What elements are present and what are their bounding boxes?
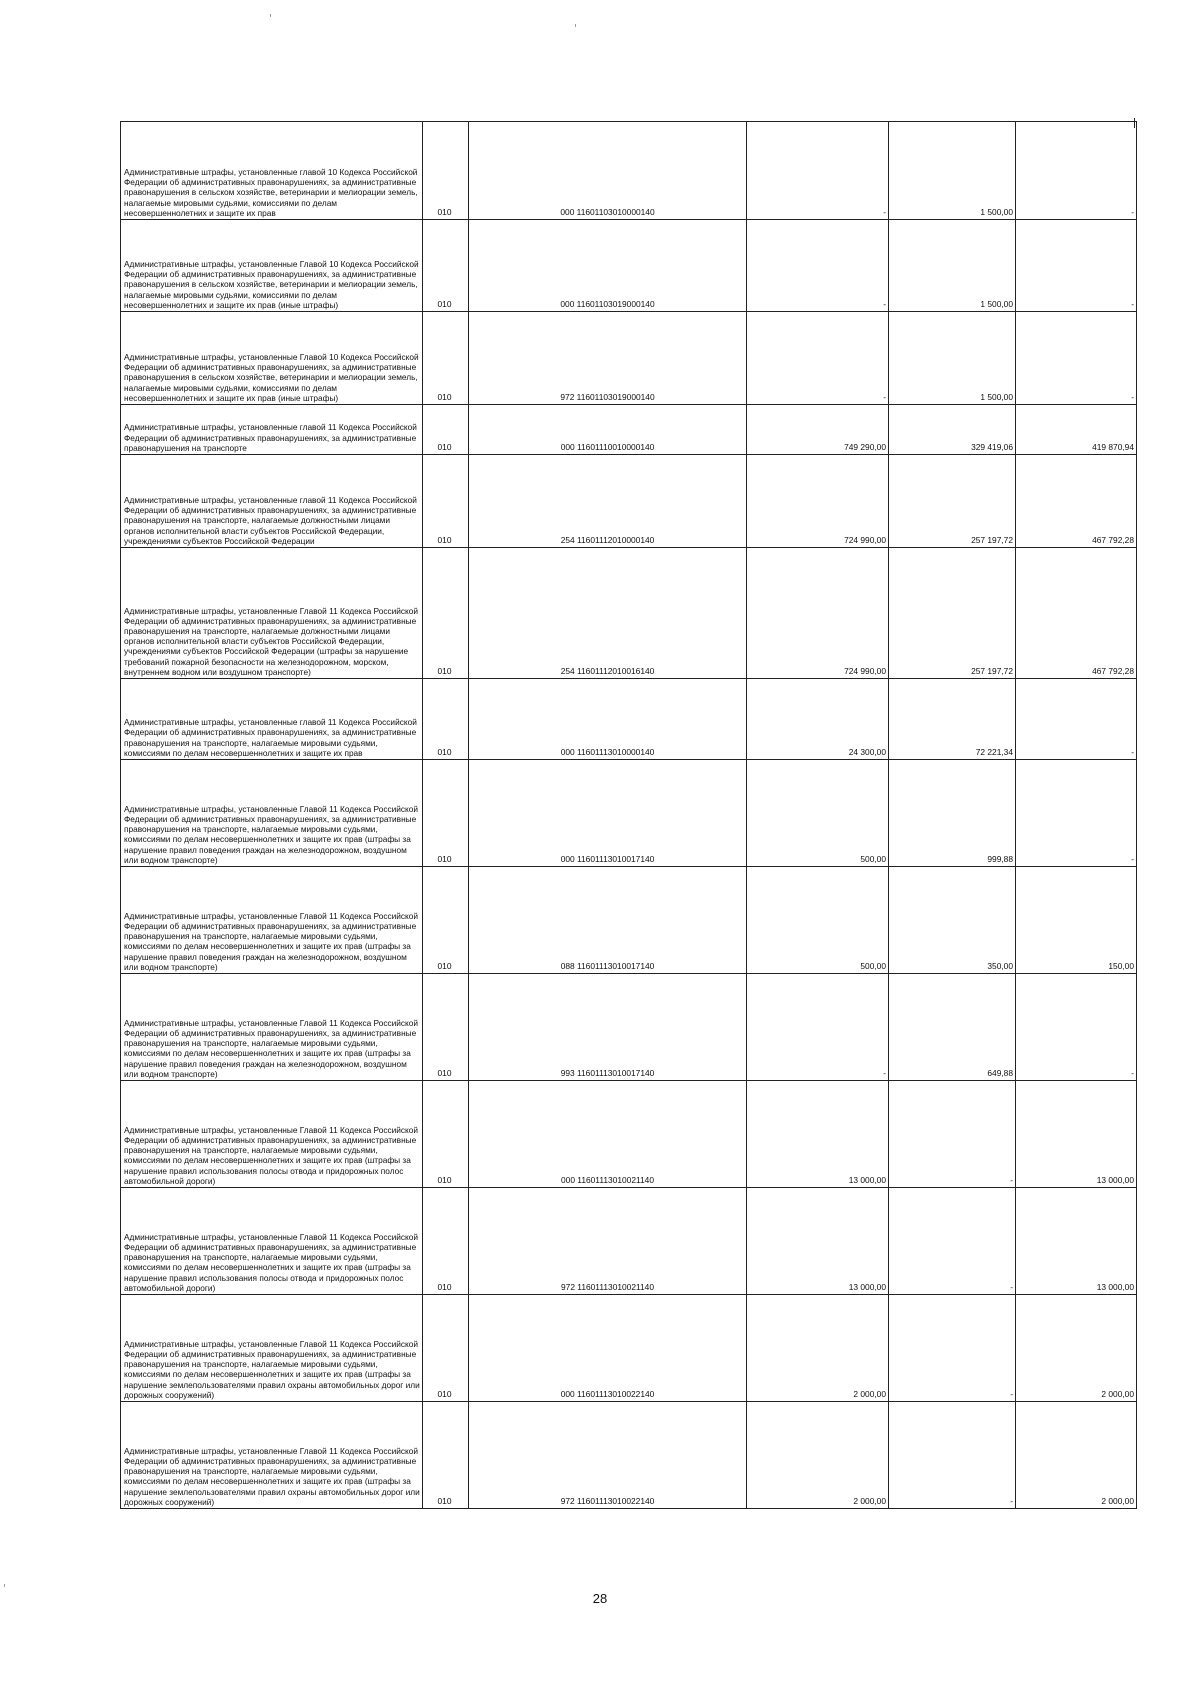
row-budget-code: 000 11601113010017140 — [469, 760, 747, 867]
row-approved-amount: 2 000,00 — [747, 1295, 889, 1402]
row-unexecuted-amount: - — [1016, 220, 1137, 312]
row-budget-code: 000 11601113010022140 — [469, 1295, 747, 1402]
row-line-code: 010 — [423, 1188, 469, 1295]
row-line-code: 010 — [423, 679, 469, 760]
table-row — [121, 122, 1137, 220]
table-row — [121, 312, 1137, 405]
row-line-code: 010 — [423, 974, 469, 1081]
row-unexecuted-amount: 13 000,00 — [1016, 1188, 1137, 1295]
row-budget-code: 000 11601113010000140 — [469, 679, 747, 760]
row-approved-amount: 500,00 — [747, 867, 889, 974]
row-approved-amount: 724 990,00 — [747, 548, 889, 679]
row-unexecuted-amount: - — [1016, 760, 1137, 867]
table-row — [121, 220, 1137, 312]
table-row — [121, 760, 1137, 867]
row-unexecuted-amount: - — [1016, 312, 1137, 405]
row-description: Административные штрафы, установленные главой 11 Кодекса Российской Федерации об административных правонарушениях, за административные правонарушения на транспорте, налагаемые мировыми судьями, комиссиями по делам несовершеннолетних и защите их прав — [121, 679, 423, 760]
row-approved-amount: 2 000,00 — [747, 1402, 889, 1509]
row-budget-code: 972 11601113010021140 — [469, 1188, 747, 1295]
row-description: Административные штрафы, установленные Главой 10 Кодекса Российской Федерации об административных правонарушениях, за административные правонарушения в сельском хозяйстве, ветеринарии и мелиорации земель, налагаемые мировыми судьями, комиссиями по делам несовершеннолетних и защите их прав (иные штрафы) — [121, 220, 423, 312]
table-row — [121, 1402, 1137, 1509]
row-description: Административные штрафы, установленные Главой 11 Кодекса Российской Федерации об административных правонарушениях, за административные правонарушения на транспорте, налагаемые мировыми судьями, комиссиями по делам несовершеннолетних и защите их прав (штрафы за нарушение землепользователями правил охраны автомобильных дорог или дорожных сооружений) — [121, 1402, 423, 1509]
row-budget-code: 972 11601103019000140 — [469, 312, 747, 405]
row-unexecuted-amount: - — [1016, 974, 1137, 1081]
row-executed-amount: - — [889, 1295, 1016, 1402]
row-line-code: 010 — [423, 455, 469, 548]
table-row — [121, 1295, 1137, 1402]
table-row — [121, 1188, 1137, 1295]
row-unexecuted-amount: 13 000,00 — [1016, 1081, 1137, 1188]
row-approved-amount: - — [747, 122, 889, 220]
row-approved-amount: - — [747, 220, 889, 312]
table-row — [121, 867, 1137, 974]
row-approved-amount: 24 300,00 — [747, 679, 889, 760]
table-row — [121, 1081, 1137, 1188]
row-approved-amount: - — [747, 312, 889, 405]
row-executed-amount: - — [889, 1402, 1016, 1509]
row-executed-amount: - — [889, 1081, 1016, 1188]
row-description: Административные штрафы, установленные Главой 10 Кодекса Российской Федерации об административных правонарушениях, за административные правонарушения в сельском хозяйстве, ветеринарии и мелиорации земель, налагаемые мировыми судьями, комиссиями по делам несовершеннолетних и защите их прав (иные штрафы) — [121, 312, 423, 405]
row-unexecuted-amount: - — [1016, 679, 1137, 760]
row-line-code: 010 — [423, 548, 469, 679]
row-unexecuted-amount: 467 792,28 — [1016, 455, 1137, 548]
row-approved-amount: - — [747, 974, 889, 1081]
scan-speck — [575, 24, 576, 27]
row-budget-code: 088 11601113010017140 — [469, 867, 747, 974]
row-approved-amount: 724 990,00 — [747, 455, 889, 548]
row-budget-code: 972 11601113010022140 — [469, 1402, 747, 1509]
row-line-code: 010 — [423, 220, 469, 312]
row-executed-amount: 1 500,00 — [889, 312, 1016, 405]
row-approved-amount: 500,00 — [747, 760, 889, 867]
table-row — [121, 974, 1137, 1081]
scan-speck — [4, 1584, 5, 1587]
row-executed-amount: 257 197,72 — [889, 455, 1016, 548]
row-budget-code: 993 11601113010017140 — [469, 974, 747, 1081]
row-unexecuted-amount: 2 000,00 — [1016, 1402, 1137, 1509]
row-line-code: 010 — [423, 405, 469, 455]
row-description: Административные штрафы, установленные главой 11 Кодекса Российской Федерации об административных правонарушениях, за административные правонарушения на транспорте, налагаемые должностными лицами органов исполнительной власти субъектов Российской Федерации, учреждениями субъектов Российской Федерации — [121, 455, 423, 548]
row-executed-amount: 350,00 — [889, 867, 1016, 974]
row-description: Административные штрафы, установленные Главой 11 Кодекса Российской Федерации об административных правонарушениях, за административные правонарушения на транспорте, налагаемые мировыми судьями, комиссиями по делам несовершеннолетних и защите их прав (штрафы за нарушение правил использования полосы отвода и придорожных полос автомобильной дороги) — [121, 1188, 423, 1295]
row-approved-amount: 13 000,00 — [747, 1188, 889, 1295]
table-row — [121, 405, 1137, 455]
row-unexecuted-amount: - — [1016, 122, 1137, 220]
row-description: Административные штрафы, установленные Главой 11 Кодекса Российской Федерации об административных правонарушениях, за административные правонарушения на транспорте, налагаемые мировыми судьями, комиссиями по делам несовершеннолетних и защите их прав (штрафы за нарушение землепользователями правил охраны автомобильных дорог или дорожных сооружений) — [121, 1295, 423, 1402]
row-description: Административные штрафы, установленные Главой 11 Кодекса Российской Федерации об административных правонарушениях, за административные правонарушения на транспорте, налагаемые мировыми судьями, комиссиями по делам несовершеннолетних и защите их прав (штрафы за нарушение правил поведения граждан на железнодорожном, воздушном или водном транспорте) — [121, 760, 423, 867]
row-unexecuted-amount: 467 792,28 — [1016, 548, 1137, 679]
row-unexecuted-amount: 150,00 — [1016, 867, 1137, 974]
row-unexecuted-amount: 419 870,94 — [1016, 405, 1137, 455]
row-description: Административные штрафы, установленные главой 10 Кодекса Российской Федерации об административных правонарушениях, за административные правонарушения в сельском хозяйстве, ветеринарии и мелиорации земель, налагаемые мировыми судьями, комиссиями по делам несовершеннолетних и защите их прав — [121, 122, 423, 220]
row-executed-amount: 1 500,00 — [889, 220, 1016, 312]
row-approved-amount: 749 290,00 — [747, 405, 889, 455]
row-line-code: 010 — [423, 122, 469, 220]
row-budget-code: 000 11601113010021140 — [469, 1081, 747, 1188]
row-executed-amount: 999,88 — [889, 760, 1016, 867]
table-row — [121, 679, 1137, 760]
row-line-code: 010 — [423, 312, 469, 405]
row-executed-amount: 72 221,34 — [889, 679, 1016, 760]
row-line-code: 010 — [423, 1402, 469, 1509]
row-description: Административные штрафы, установленные Главой 11 Кодекса Российской Федерации об административных правонарушениях, за административные правонарушения на транспорте, налагаемые мировыми судьями, комиссиями по делам несовершеннолетних и защите их прав (штрафы за нарушение правил использования полосы отвода и придорожных полос автомобильной дороги) — [121, 1081, 423, 1188]
row-line-code: 010 — [423, 1295, 469, 1402]
row-description: Административные штрафы, установленные Главой 11 Кодекса Российской Федерации об административных правонарушениях, за административные правонарушения на транспорте, налагаемые мировыми судьями, комиссиями по делам несовершеннолетних и защите их прав (штрафы за нарушение правил поведения граждан на железнодорожном, воздушном или водном транспорте) — [121, 974, 423, 1081]
row-description: Административные штрафы, установленные главой 11 Кодекса Российской Федерации об административных правонарушениях, за административные правонарушения на транспорте — [121, 405, 423, 455]
row-executed-amount: 1 500,00 — [889, 122, 1016, 220]
row-line-code: 010 — [423, 867, 469, 974]
scan-speck — [270, 14, 271, 17]
row-budget-code: 000 11601103010000140 — [469, 122, 747, 220]
row-budget-code: 000 11601110010000140 — [469, 405, 747, 455]
table-row — [121, 455, 1137, 548]
row-executed-amount: 329 419,06 — [889, 405, 1016, 455]
row-line-code: 010 — [423, 760, 469, 867]
row-approved-amount: 13 000,00 — [747, 1081, 889, 1188]
table-row — [121, 548, 1137, 679]
revenue-execution-table — [120, 121, 1137, 1509]
page-number: 28 — [592, 1591, 608, 1606]
row-description: Административные штрафы, установленные Главой 11 Кодекса Российской Федерации об административных правонарушениях, за административные правонарушения на транспорте, налагаемые должностными лицами органов исполнительной власти субъектов Российской Федерации, учреждениями субъектов Российской Федерации (штрафы за нарушение требований пожарной безопасности на железнодорожном, морском, внутреннем водном или воздушном транспорте) — [121, 548, 423, 679]
row-executed-amount: 257 197,72 — [889, 548, 1016, 679]
row-budget-code: 254 11601112010000140 — [469, 455, 747, 548]
row-executed-amount: - — [889, 1188, 1016, 1295]
row-line-code: 010 — [423, 1081, 469, 1188]
row-unexecuted-amount: 2 000,00 — [1016, 1295, 1137, 1402]
row-budget-code: 000 11601103019000140 — [469, 220, 747, 312]
row-executed-amount: 649,88 — [889, 974, 1016, 1081]
row-budget-code: 254 11601112010016140 — [469, 548, 747, 679]
row-description: Административные штрафы, установленные Главой 11 Кодекса Российской Федерации об административных правонарушениях, за административные правонарушения на транспорте, налагаемые мировыми судьями, комиссиями по делам несовершеннолетних и защите их прав (штрафы за нарушение правил поведения граждан на железнодорожном, воздушном или водном транспорте) — [121, 867, 423, 974]
